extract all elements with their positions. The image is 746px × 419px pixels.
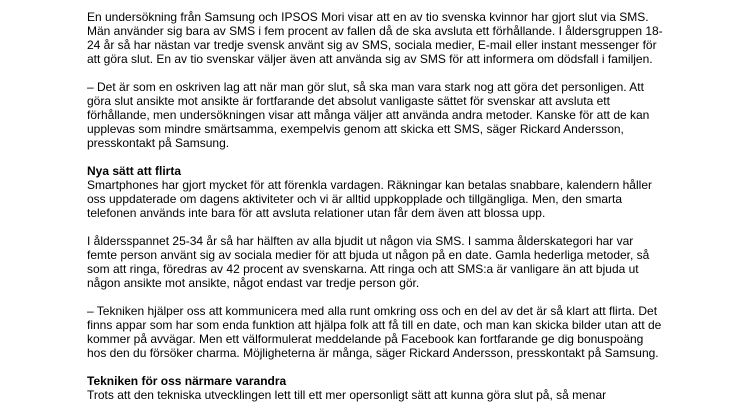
text-line: att göra slut. En av tio svenskar väljer även att använda sig av SMS för att informera om dödsfall i familjen. [87,52,653,66]
text-line: femte person använt sig av sociala medier för att bjuda ut någon på en date. Gamla hederliga metoder, så [87,248,650,262]
text-line: göra slut ansikte mot ansikte är fortfarande det absolut vanligaste sättet för svenskar att avsluta ett [87,94,610,108]
text-line: förhållande, men undersökningen visar att många väljer att använda andra metoder. Kanske för att de kan [87,108,650,122]
text-line: hos den du försöker charma. Möjligheterna är många, säger Rickard Andersson, presskontakt på Samsung. [87,346,659,360]
text-line: Smartphones har gjort mycket för att förenkla vardagen. Räkningar kan betalas snabbare, kalendern håller [87,178,652,192]
text-line: 24 år så har nästan var tredje svensk använt sig av SMS, sociala medier, E-mail eller instant messenger för [87,38,657,52]
text-line: finns appar som har som enda funktion att hjälpa folk att få till en date, och man kan skicka bilder utan att de [87,318,662,332]
text-line: som att ringa, föredras av 42 procent av svenskarna. Att ringa och att SMS:a är vanligare än att bjuda ut [87,262,639,276]
paragraph-quote-breakup [87,80,687,150]
text-line: någon ansikte mot ansikte, något endast var tredje person gör. [87,276,420,290]
text-line: En undersökning från Samsung och IPSOS Mori visar att en av tio svenska kvinnor har gjort slut via SMS. [87,10,649,24]
paragraph-age-group-stats [87,234,687,290]
text-line: Trots att den tekniska utvecklingen lett till ett mer opersonligt sätt att kunna göra slut på, så menar [87,388,607,402]
section-heading: Tekniken för oss närmare varandra [87,374,287,388]
text-line: I åldersspannet 25-34 år så har hälften av alla bjudit ut någon via SMS. I samma ålderskategori har var [87,234,634,248]
text-line: – Tekniken hjälper oss att kommunicera med alla runt omkring oss och en del av det är så klart att flirta. Det [87,304,658,318]
document-page [87,10,687,416]
section-heading: Nya sätt att flirta [87,164,182,178]
text-line: Män använder sig bara av SMS i fem procent av fallen då de ska avsluta ett förhållande. I åldersgruppen 18- [87,24,663,38]
text-line: oss uppdaterade om dagens aktiviteter och vi är alltid uppkopplade och tillgängliga. Men, den smarta [87,192,622,206]
text-line: telefonen används inte bara för att avsluta relationer utan får dem även att blossa upp. [87,206,546,220]
section-technology-brings-closer [87,374,687,402]
text-line: presskontakt på Samsung. [87,136,230,150]
section-new-ways-to-flirt [87,164,687,220]
text-line: upplevas som mindre smärtsamma, exempelvis genom att skicka ett SMS, säger Rickard Andersson, [87,122,624,136]
text-line: – Det är som en oskriven lag att när man gör slut, så ska man vara stark nog att göra det personligen. Att [87,80,644,94]
text-line: kommer på avvägar. Men ett välformulerat meddelande på Facebook kan fortfarande ge dig bonuspoäng [87,332,644,346]
paragraph-survey-intro [87,10,687,66]
paragraph-quote-flirting [87,304,687,360]
